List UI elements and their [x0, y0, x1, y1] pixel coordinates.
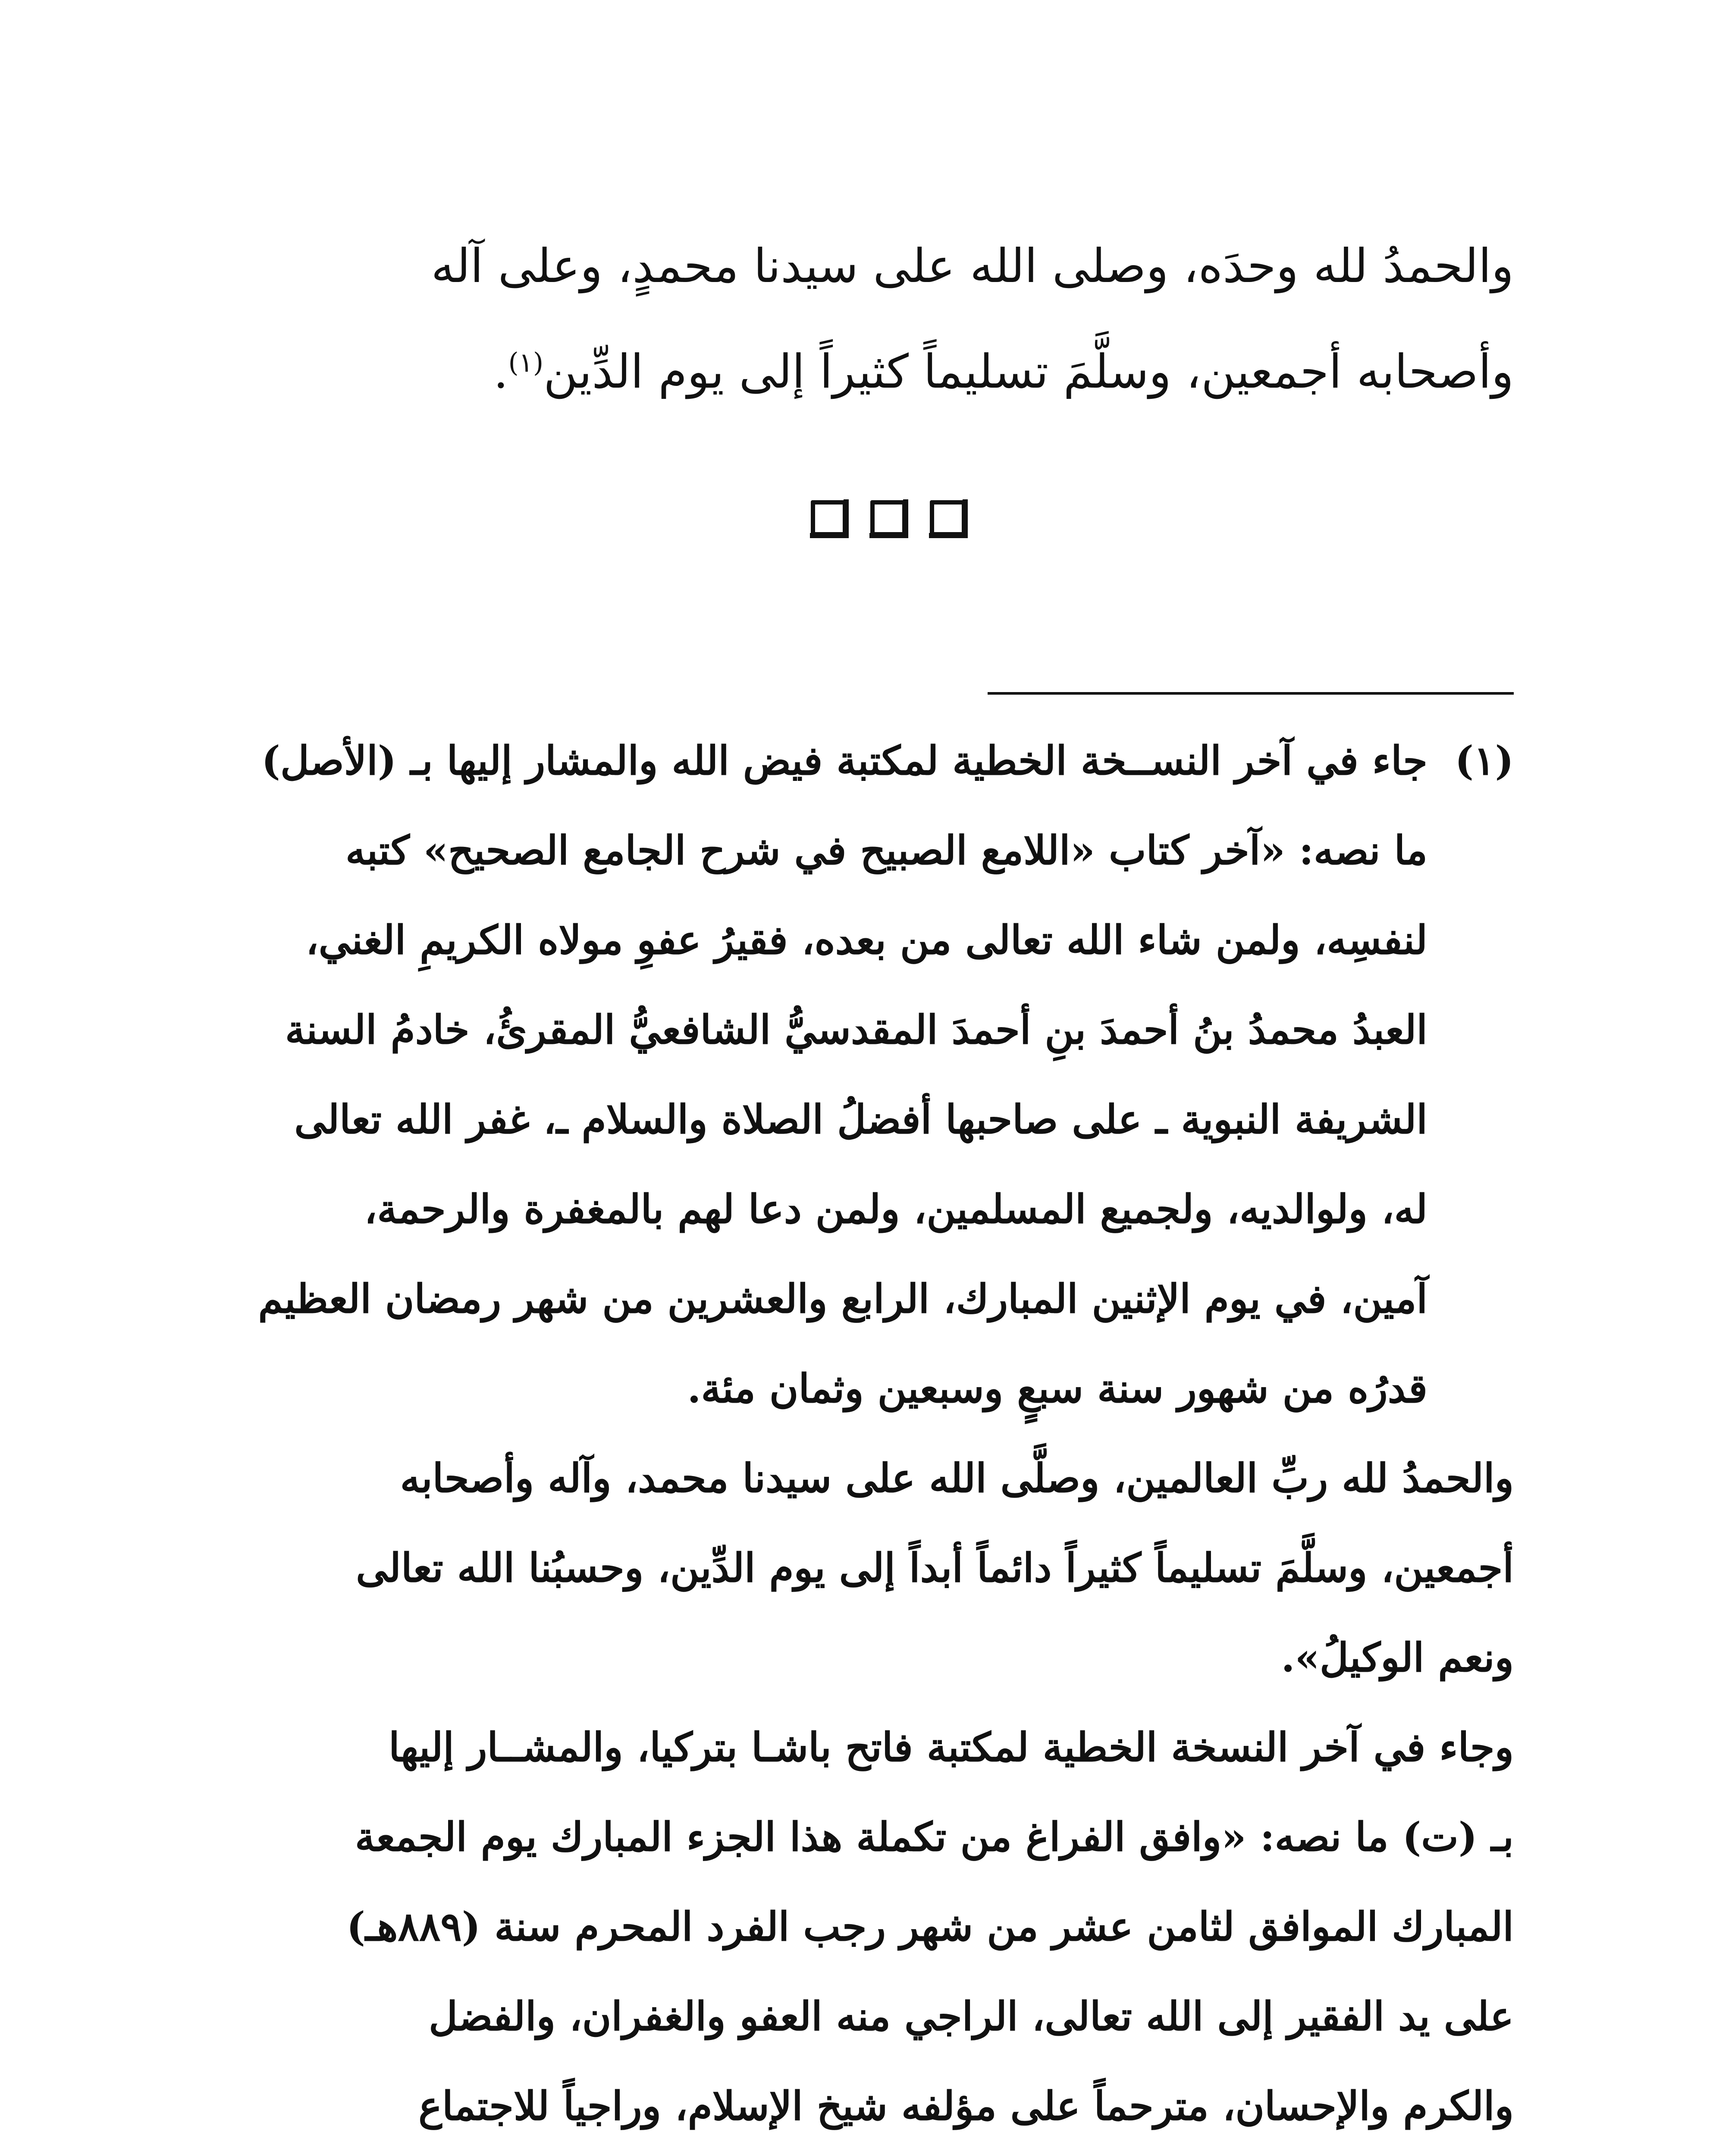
footnote-block: [259, 716, 1514, 2156]
main-text-line-last: [259, 319, 1514, 425]
footnote-line: [259, 2151, 1514, 2156]
footnote-line: جاء في آخر النســخة الخطية لمكتبة فيض الله والمشار إليها بـ (الأصل): [261, 737, 1428, 784]
footnote-line: ونعم الوكيلُ».: [1281, 1634, 1514, 1681]
footnote-reference: (١): [508, 347, 544, 378]
end-punctuation: .: [493, 345, 508, 399]
square-ornament-icon: [811, 500, 847, 536]
footnote-line: الشريفة النبوية ـ على صاحبها أفضلُ الصلاة والسلام ـ، غفر الله تعالى: [294, 1096, 1428, 1143]
footnote-line: أجمعين، وسلَّمَ تسليماً كثيراً دائماً أبداً إلى يوم الدِّين، وحسبُنا الله تعالى: [356, 1545, 1514, 1591]
footnote-line: ما نصه: «آخر كتاب «اللامع الصبيح في شرح الجامع الصحيح» كتبه: [345, 827, 1428, 874]
section-divider-ornament: [811, 500, 966, 537]
footnote-entry: [259, 716, 1514, 1433]
footnote-line: العبدُ محمدُ بنُ أحمدَ بنِ أحمدَ المقدسيُّ الشافعيُّ المقرئُ، خادمُ السنة: [285, 1006, 1428, 1053]
footnote-separator-rule: [988, 692, 1514, 695]
footnote-line: له، ولوالديه، ولجميع المسلمين، ولمن دعا لهم بالمغفرة والرحمة،: [364, 1186, 1428, 1232]
footnote-line: آمين، في يوم الإثنين المبارك، الرابع والعشرين من شهر رمضان العظيم: [258, 1275, 1428, 1322]
footnote-line: وجاء في آخر النسخة الخطية لمكتبة فاتح باشـا بتركيا، والمشــار إليها: [389, 1724, 1514, 1771]
footnote-line: والحمدُ لله ربِّ العالمين، وصلَّى الله على سيدنا محمد، وآله وأصحابه: [400, 1455, 1514, 1501]
footnote-line: المبارك الموافق لثامن عشر من شهر رجب الفرد المحرم سنة (٨٨٩هـ): [346, 1903, 1514, 1950]
footnote-line: قدرُه من شهور سنة سبعٍ وسبعين وثمان مئة.: [687, 1365, 1428, 1412]
footnote-marker: (١): [1455, 737, 1514, 784]
main-text-line: والحمدُ لله وحدَه، وصلى الله على سيدنا محمدٍ، وعلى آله: [431, 239, 1514, 293]
square-ornament-icon: [870, 500, 907, 536]
main-text-line: وأصحابه أجمعين، وسلَّمَ تسليماً كثيراً إلى يوم الدِّين: [543, 345, 1514, 399]
footnote-line: على يد الفقير إلى الله تعالى، الراجي منه العفو والغفران، والفضل: [429, 1993, 1514, 2040]
main-text-block: [259, 213, 1514, 425]
footnote-paragraph: [258, 716, 1428, 1433]
square-ornament-icon: [930, 500, 966, 536]
footnote-line: لنفسِه، ولمن شاء الله تعالى من بعده، فقيرُ عفوِ مولاه الكريمِ الغني،: [306, 917, 1428, 963]
footnote-paragraph: [259, 1702, 1514, 2156]
footnote-line: والكرم والإحسان، مترحماً على مؤلفه شيخ الإسلام، وراجياً للاجتماع: [418, 2083, 1514, 2129]
footnote-paragraph: [259, 1433, 1514, 1702]
footnote-line: بـ (ت) ما نصه: «وافق الفراغ من تكملة هذا الجزء المبارك يوم الجمعة: [355, 1814, 1514, 1860]
